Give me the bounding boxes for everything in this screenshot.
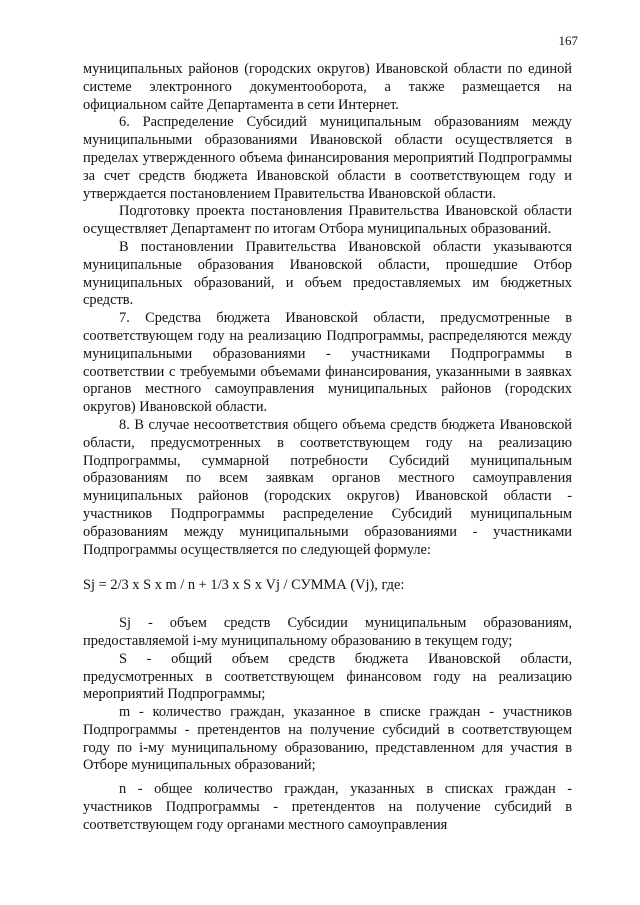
document-body — [83, 61, 572, 835]
definition-n: n - общее количество граждан, указанных в списках граждан - участников Подпрограммы - претендентов на получение субсидий в соответствующем году органами местного самоуправления — [83, 781, 572, 833]
paragraph-item-8: 8. В случае несоответствия общего объема средств бюджета Ивановской области, предусмотренных в соответствующем году на реализацию Подпрограммы, суммарной потребности Субсидий муниципальным образованиям по всем заявкам органов местного самоуправления муниципальных районов (городских округов) Ивановской области - участников Подпрограммы распределение Субсидий муниципальным образованиям между муниципальными образованиями - участниками Подпрограммы осуществляется по следующей формуле: — [83, 416, 572, 558]
paragraph-item-7: 7. Средства бюджета Ивановской области, предусмотренные в соответствующем году на реализацию Подпрограммы, распределяются между муниципальными образованиями - участниками Подпрограммы в соответствии с требуемыми объемами финансирования, указанными в заявках органов местного самоуправления муниципальных районов (городских округов) Ивановской области. — [83, 310, 572, 416]
paragraph-resolution: В постановлении Правительства Ивановской области указываются муниципальные образования Ивановской области, прошедшие Отбор муниципальных образований, и объем предоставляемых им бюджетных средств. — [83, 238, 572, 309]
definition-s: S - общий объем средств бюджета Ивановской области, предусмотренных в соответствующем финансовом году на реализацию мероприятий Подпрограммы; — [83, 650, 572, 703]
page-number: 167 — [558, 33, 578, 48]
distribution-formula: Sj = 2/3 х S х m / n + 1/3 х S х Vj / СУММА (Vj), где: — [83, 577, 405, 594]
paragraph-preparation: Подготовку проекта постановления Правительства Ивановской области осуществляет Департамент по итогам Отбора муниципальных образований. — [83, 203, 572, 238]
paragraph-item-6: 6. Распределение Субсидий муниципальным образованиям между муниципальными образованиями Ивановской области осуществляется в пределах утвержденного объема финансирования мероприятий Подпрограммы за счет средств бюджета Ивановской области в соответствующем году и утверждается постановлением Правительства Ивановской области. — [83, 114, 572, 202]
paragraph-continuation: муниципальных районов (городских округов) Ивановской области по единой системе электронного документооборота, а также размещается на официальном сайте Департамента в сети Интернет. — [83, 61, 572, 113]
definition-m: m - количество граждан, указанное в списке граждан - участников Подпрограммы - претендентов на получение субсидий в соответствующем году по i-му муниципальному образованию, представленном для участия в Отборе муниципальных образований; — [83, 704, 572, 774]
definition-sj: Sj - объем средств Субсидии муниципальным образованиям, предоставляемой i-му муниципальному образованию в текущем году; — [83, 615, 572, 649]
